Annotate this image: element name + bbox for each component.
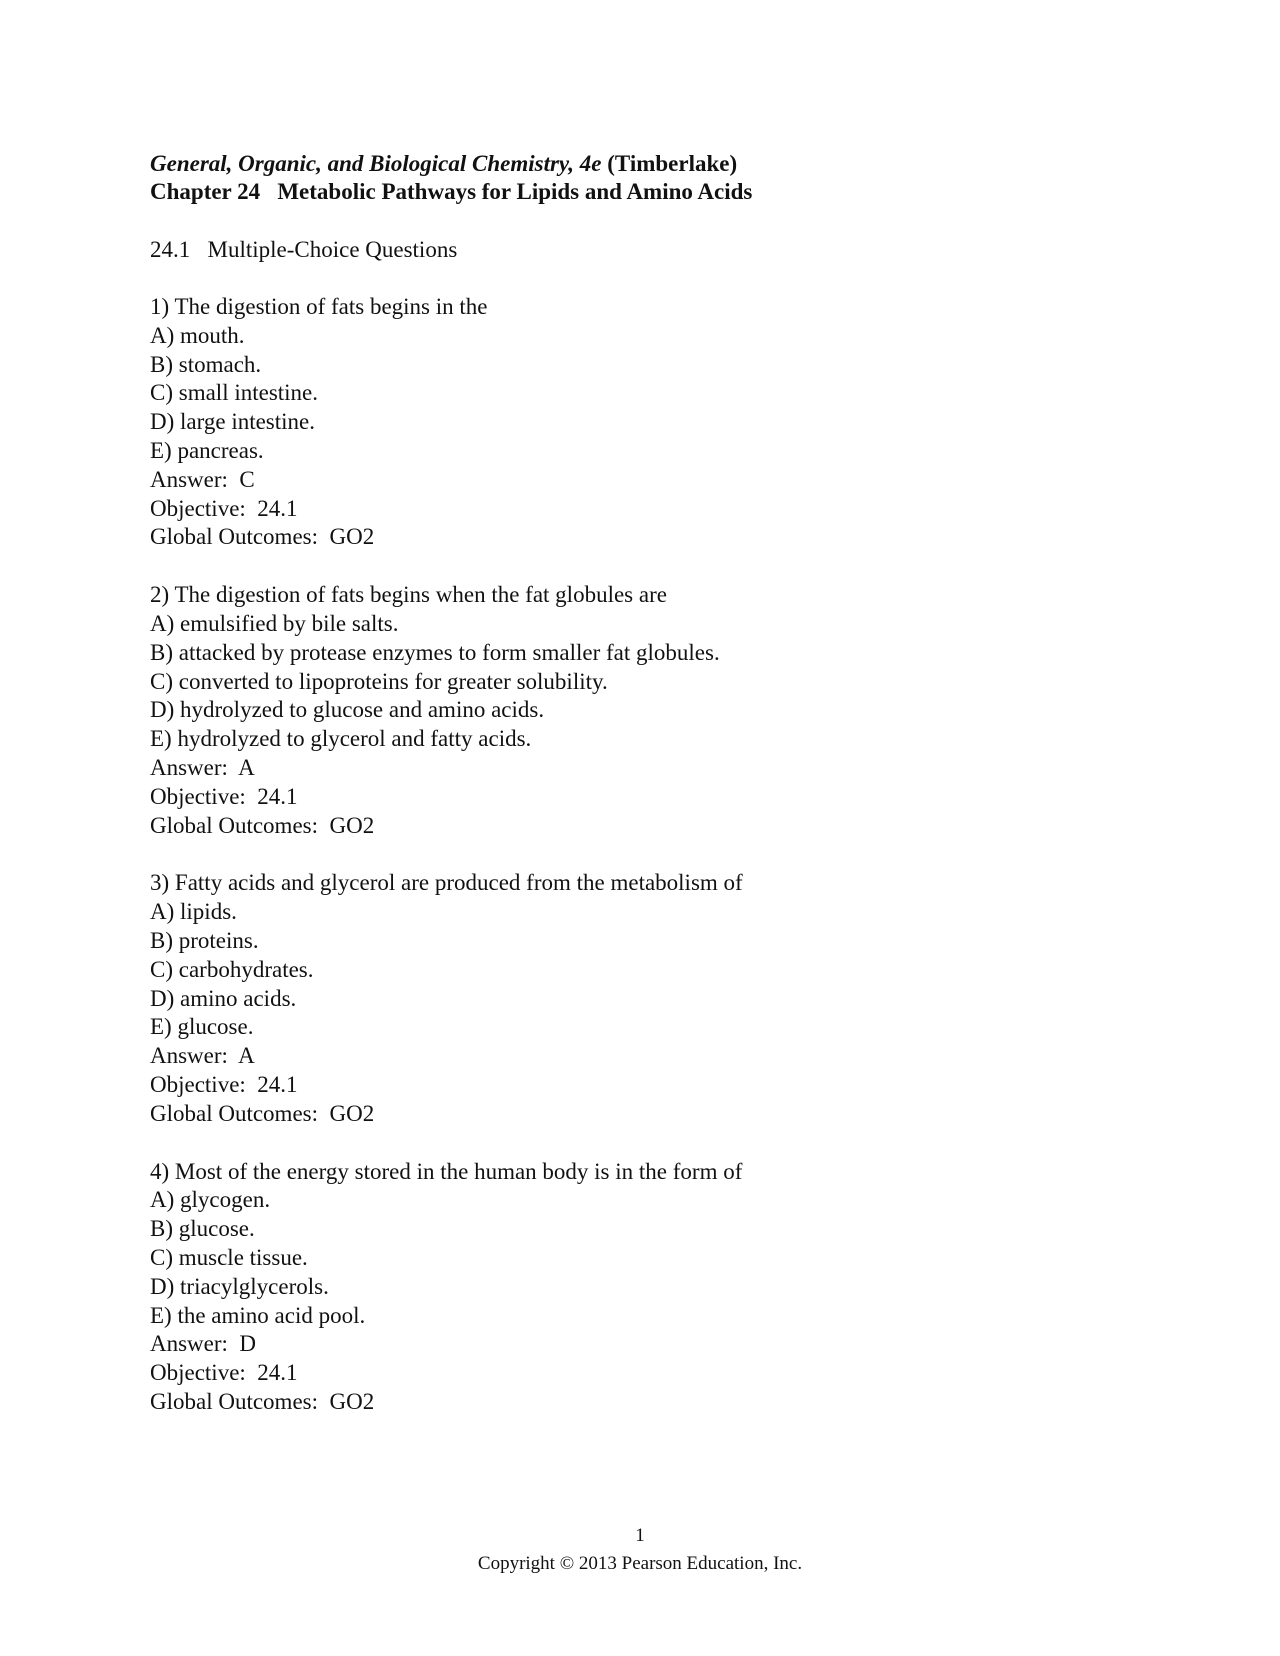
question-block: [150, 869, 1150, 1128]
book-title-line: [150, 150, 1150, 178]
answer-option: D) hydrolyzed to glucose and amino acids.: [150, 697, 545, 723]
answer-option: D) large intestine.: [150, 409, 315, 435]
document-page: [150, 150, 1150, 1417]
answer-option: E) glucose.: [150, 1014, 254, 1040]
answer-key: Answer: A: [150, 754, 255, 780]
answer-option: C) small intestine.: [150, 380, 319, 406]
objective: Objective: 24.1: [150, 1360, 298, 1386]
global-outcomes: Global Outcomes: GO2: [150, 1100, 375, 1126]
objective: Objective: 24.1: [150, 783, 298, 809]
answer-option: E) pancreas.: [150, 437, 264, 463]
objective: Objective: 24.1: [150, 1071, 298, 1097]
answer-option: E) hydrolyzed to glycerol and fatty acids.: [150, 726, 532, 752]
question-stem: 1) The digestion of fats begins in the: [150, 294, 488, 319]
answer-option: D) triacylglycerols.: [150, 1273, 329, 1299]
answer-option: B) glucose.: [150, 1216, 255, 1242]
global-outcomes: Global Outcomes: GO2: [150, 524, 375, 550]
section-title: 24.1 Multiple-Choice Questions: [150, 237, 458, 262]
answer-option: C) converted to lipoproteins for greater solubility.: [150, 668, 608, 694]
answer-option: B) proteins.: [150, 927, 259, 953]
answer-option: C) carbohydrates.: [150, 956, 314, 982]
question-block: [150, 293, 1150, 552]
answer-key: Answer: C: [150, 466, 255, 492]
global-outcomes: Global Outcomes: GO2: [150, 812, 375, 838]
answer-option: D) amino acids.: [150, 985, 297, 1011]
page-number: 1: [635, 1525, 645, 1546]
question-stem: 4) Most of the energy stored in the human body is in the form of: [150, 1158, 743, 1184]
answer-option: E) the amino acid pool.: [150, 1302, 366, 1328]
book-author: (Timberlake): [607, 151, 738, 176]
question-block: [150, 1158, 1150, 1417]
book-title: General, Organic, and Biological Chemistry, 4e: [150, 151, 602, 176]
answer-option: A) lipids.: [150, 899, 237, 925]
answer-key: Answer: D: [150, 1331, 257, 1357]
chapter-title: Chapter 24 Metabolic Pathways for Lipids and Amino Acids: [150, 179, 753, 204]
answer-option: B) stomach.: [150, 351, 262, 377]
answer-option: A) mouth.: [150, 322, 245, 348]
global-outcomes: Global Outcomes: GO2: [150, 1388, 375, 1414]
answer-option: B) attacked by protease enzymes to form smaller fat globules.: [150, 639, 720, 665]
answer-key: Answer: A: [150, 1043, 255, 1069]
question-block: [150, 581, 1150, 840]
answer-option: C) muscle tissue.: [150, 1244, 308, 1270]
question-stem: 2) The digestion of fats begins when the fat globules are: [150, 582, 667, 608]
question-stem: 3) Fatty acids and glycerol are produced from the metabolism of: [150, 870, 743, 896]
answer-option: A) glycogen.: [150, 1187, 271, 1213]
objective: Objective: 24.1: [150, 495, 298, 521]
copyright-notice: Copyright © 2013 Pearson Education, Inc.: [477, 1553, 803, 1574]
answer-option: A) emulsified by bile salts.: [150, 610, 399, 636]
